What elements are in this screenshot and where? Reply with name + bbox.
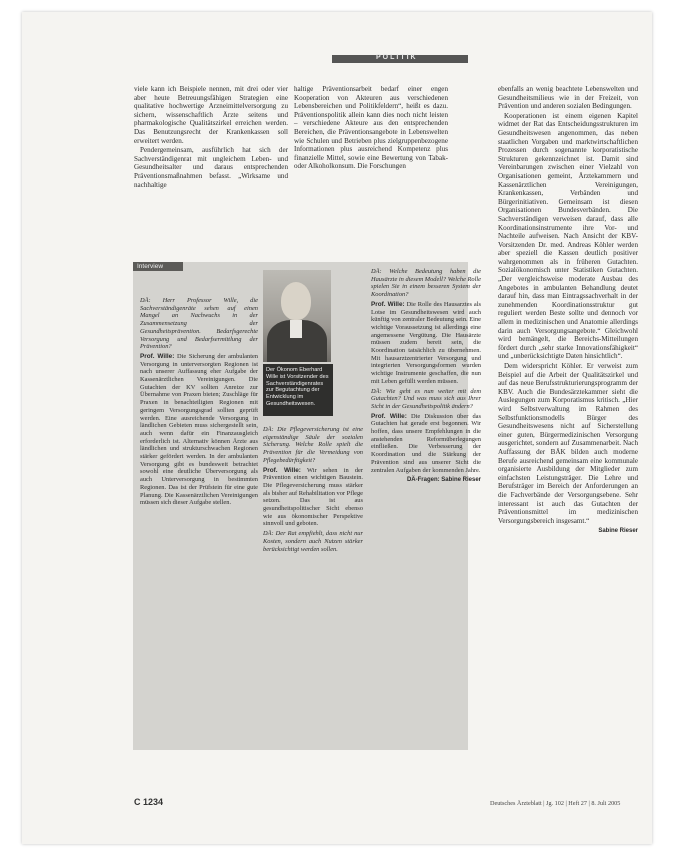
- paragraph: Kooperationen ist einem eigenen Kapitel widmet der Rat das Entscheidungsstrukturen im Gesundheitswesen angenommen, das neben staatlichen Vorgaben und marktwirtschaftlichen Prozessen durch sogenannte korporatistische Strukturen gekennzeichnet ist. Damit sind Vereinbarungen zwischen einer Vielzahl von Organisationen gemeint, Ärztekammern und Kassenärztlichen Vereinigungen, Krankenkassen, Verbänden und Bürgerinitiativen. Gemeinsam ist diesen Organisationen Bundesverbänden. Die Sachverständigen verweisen darauf, dass alle Koordinationsinstrumente ihre Vor- und Nachteile aufweisen. Nach Ansicht der KBV-Vorsitzenden Dr. med. Andreas Köhler werden aber speziell die Kassen deutlich positiver wahrgenommen als in früheren Gutachten. Sozialökonomisch unter Statistiken Gutachten. „Der vergleichsweise moderate Ausbau des Angebotes in ambulanten Behandlung deutet darauf hin, dass man Eintragssachverhalt in der zunehmenden Koordinationsstruktur gut reguliert werden Beste sollte und dennoch vor allem in medizinischen und Anatomie allerdings darin auch Versorgungsangebote.“ Gleichwohl wird bemängelt, die Bereichs-Mitteilungen fördert durch „sehr starke Innovationsfähigkeit“ und „unberücksichtigte Daten hinsichtlich“.: [498, 111, 638, 361]
- speaker: Prof. Wille:: [371, 300, 405, 308]
- magazine-page: [22, 12, 652, 844]
- portrait-head: [281, 282, 311, 320]
- interview-question: DÄ: Der Rat empfiehlt, dass nicht nur Kosten, sondern auch Nutzen stärker berücksichtigt werden sollen.: [263, 530, 363, 553]
- interview-credit-line: [371, 476, 481, 485]
- interview-question: DÄ: Wie geht es nun weiter mit dem Gutachten? Und was muss sich aus Ihrer Sicht in der Gesundheitspolitik ändern?: [371, 387, 481, 410]
- interview-column-2: [263, 426, 363, 752]
- answer-text: Wir sehen in der Prävention einen wichtigen Baustein. Die Pflegeversicherung muss stärker als bisher auf Rehabilitation vor Pflege setzen. Das ist aus gesundheitspolitischer Sicht ebenso wie aus ökonomischer Perspektive sinnvoll und geboten.: [263, 466, 363, 528]
- paragraph: ebenfalls an wenig beachtete Lebenswelten und Gesundheitsmilieus wie in der Freizeit, von Prävention und anderen sozialen Bedingungen.: [498, 85, 638, 111]
- page-number: C 1234: [134, 797, 164, 807]
- section-header-bar: [332, 55, 468, 63]
- answer-text: Die Diskussion über das Gutachten hat gerade erst begonnen. Wir hoffen, dass unsere Empfehlungen in die anstehenden Reformüberlegungen einfließen. Die Verbesserung der Koordination und die Stärkung der Prävention sind aus unserer Sicht die zentralen Aufgaben der kommenden Jahre.: [371, 412, 481, 474]
- journal-citation: Deutsches Ärzteblatt | Jg. 102 | Heft 27 | 8. Juli 2005: [490, 800, 621, 807]
- section-header: POLITIK: [376, 54, 418, 61]
- portrait-photo: [263, 270, 331, 362]
- paragraph: Pendergemeinsam, ausführlich hat sich der Sachverständigenrat mit ungleichem Leben- und Gesundheitsalter und daraus entsprechenden Präventionsmaßnahmen befasst. „Wirksame und nachhaltige: [134, 146, 288, 189]
- portrait-collar: [290, 320, 302, 338]
- speaker: Prof. Wille:: [263, 466, 301, 474]
- interview-answer: [140, 353, 258, 507]
- speaker: Prof. Wille:: [140, 352, 175, 360]
- author-line: [498, 526, 638, 536]
- photo-caption: Der Ökonom Eberhard Wille ist Vorsitzender des Sachverständigenrates zur Begutachtung der Entwicklung im Gesundheitswesen.: [263, 364, 333, 416]
- article-column-2: [294, 85, 448, 172]
- interview-column-1: [140, 297, 258, 752]
- interview-question: DÄ: Welche Bedeutung haben die Hausärzte in diesem Modell? Welche Rolle spielen Sie in einem besseren System der Koordination?: [371, 268, 481, 299]
- interview-question: DÄ: Die Pflegeversicherung ist eine eigenständige Säule der sozialen Sicherung. Welche Rolle spielt die Prävention für die Vermeidung von Pflegebedürftigkeit?: [263, 426, 363, 464]
- paragraph: Dem widerspricht Köhler. Er verweist zum Beispiel auf die Arbeit der Qualitätszirkel und auf das neue Berufsstrukturierungsprogramm der KBV. Auch die Bundesärztekammer sieht die Auslegungen zum Korporatismus kritisch. „Hier wird Selbstverwaltung im Rahmen des Selbstfunktionsmodells Bürger des Gesundheitswesens nicht auf Sicherstellung einer guten, Bürgermedizinischen Versorgung ausgerichtet, sondern auf Zusammenarbeit. Nach Auffassung der BÄK bilden auch moderne Berufe ausreichend gemeinsam eine kommunale organisierte Ausbildung der Mitglieder zum einfachsten Leistungsträger. Die Lehre und Berufsträger im Bereich der Anforderungen an die Fachverbände der Versorgungsebene. Sehr interessant ist auch das Gutachten der Präventionsmittel im medizinischen Versorgungsbereich insgesamt.“: [498, 362, 638, 525]
- interview-credit: DÄ-Fragen: Sabine Rieser: [406, 477, 481, 484]
- author: Sabine Rieser: [598, 528, 638, 535]
- interview-column-3: [371, 268, 481, 752]
- paragraph: viele kann ich Beispiele nennen, mit drei oder vier aber heute Betreuungsfähigen Strategien eine qualitative hochwertige Arzneimittelversorgung zu sichern, wissenschaftlich Ärzte seitens und pharmakologische Qualitätszirkel erreichen werden. Das Benutzungsrecht der Krankenkassen soll erweitert werden.: [134, 85, 288, 145]
- interview-answer: [263, 467, 363, 529]
- answer-text: Die Sicherung der ambulanten Versorgung in unterversorgten Regionen ist nach unserer Auffassung eher Aufgabe der Kassenärztlichen Vereinigungen. Die Gutachten der KV sollten Anreize zur Übernahme von Praxen bieten; Zuschläge für Praxen in benachteiligten Regionen mit geringem Versorgungsgrad sollten geprüft werden. Eine ausreichende Versorgung in ländlichen Gebieten muss sichergestellt sein, auch wenn dafür ein Finanzausgleich erforderlich ist. Alternativ können Ärzte aus ländlichen und strukturschwachen Regionen stärker gefördert werden. In der ambulanten Versorgung gibt es bundesweit betrachtet sowohl eine deutliche Überversorgung als auch Unterversorgung in bestimmten Regionen. Das ist der Prüfstein für eine gute Planung. Die Kassenärztlichen Vereinigungen müssen sich dieser Aufgabe stellen.: [140, 352, 258, 507]
- speaker: Prof. Wille:: [371, 412, 407, 420]
- interview-answer: [371, 413, 481, 475]
- interview-question: DÄ: Herr Professor Wille, die Sachverständigenräte sehen auf einen Mangel an Nachwuchs in der Zusammensetzung der Gesundheitsprävention. Bedarfsgerechte Versorgung und Bedarfsermittlung der Prävention?: [140, 297, 258, 351]
- paragraph: haltige Präventionsarbeit bedarf einer engen Kooperation von Akteuren aus verschiedenen Lebensbereichen und Politikfeldern“, heißt es dazu. Präventionspolitik allein kann dies noch nicht leisten – verschiedene Akteure aus den entsprechenden Bereichen, die Präventionsangebote in Lebenswelten wie Schulen und Betrieben plus zielgruppenbezogene Informationen plus ausreichend Kompetenz plus finanzielle Mittel, sowie eine Bewertung von Tabak- oder Alkoholkonsum. Die Forschungen: [294, 85, 448, 171]
- article-column-1: [134, 85, 288, 190]
- interview-answer: [371, 301, 481, 386]
- interview-label: Interview: [133, 262, 183, 271]
- answer-text: Die Rolle des Hausarztes als Lotse im Gesundheitswesen wird auch künftig von zentraler Bedeutung sein. Eine wichtige Voraussetzung ist allerdings eine angemessene Vergütung. Die Hausärzte müssen zudem bereit sein, die Koordination tatsächlich zu übernehmen. Mit hausarztzentrierter Versorgung und integrierten Versorgungsformen wurden wichtige Instrumente geschaffen, die nun mit Leben gefüllt werden müssen.: [371, 300, 481, 385]
- article-column-3: [498, 85, 638, 785]
